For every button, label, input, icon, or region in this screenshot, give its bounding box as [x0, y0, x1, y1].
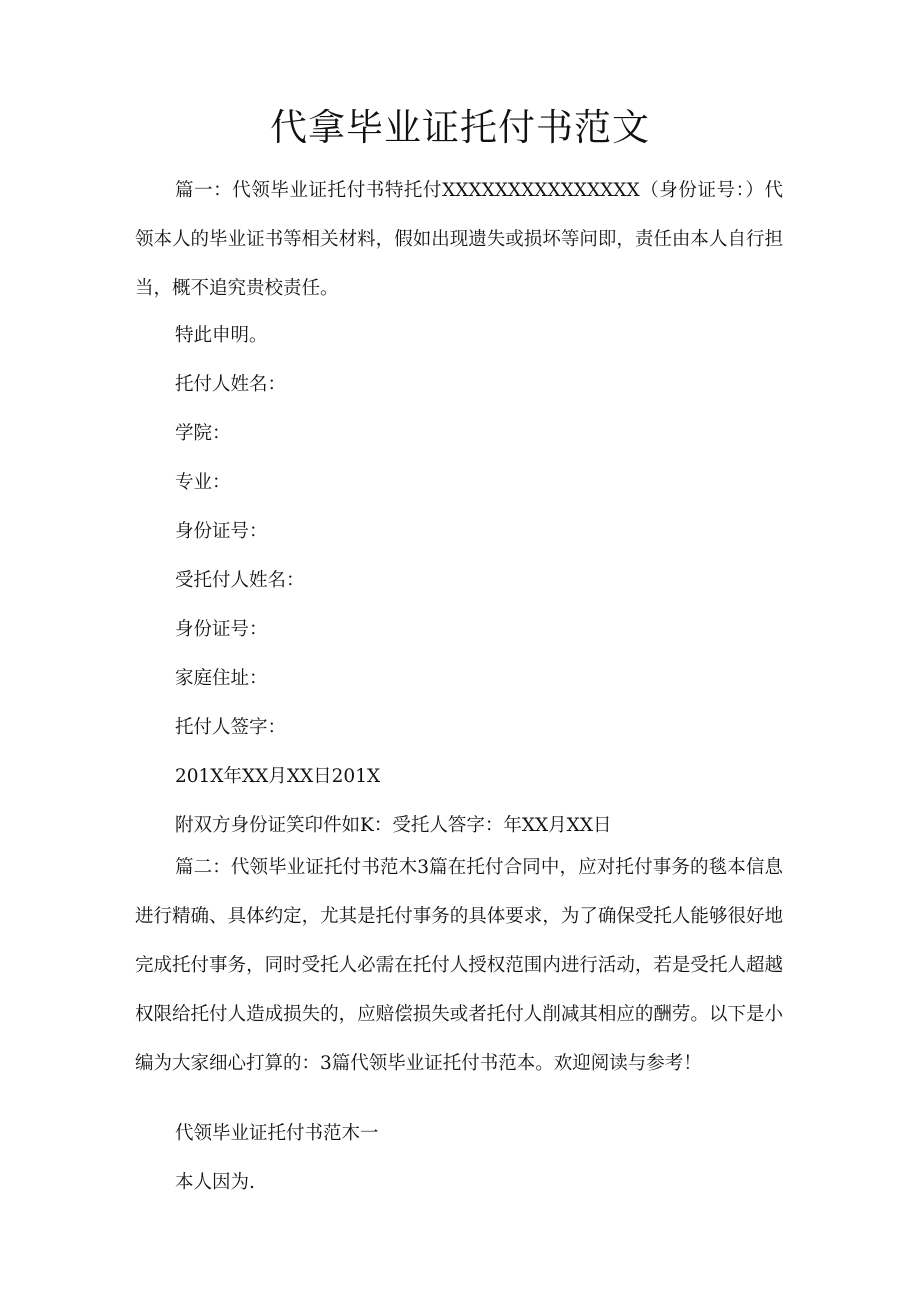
agent-name-line: 受托付人姓名：	[175, 570, 305, 591]
declaration-line: 特此申明。	[175, 325, 268, 346]
id-number-line-1: 身份证号：	[175, 521, 268, 542]
paragraph-1: 篇一：代领毕业证托付书特托付XXXXXXXXXXXXXXX（身份证号：）代领本人的毕业证书等相关材料，假如出现遗失或损坏等问即，责任由本人自行担当，概不追究贵校责任。	[135, 180, 783, 299]
major-line: 专业：	[175, 472, 231, 493]
reason-line: 本人因为.	[175, 1172, 255, 1193]
id-number-line-2: 身份证号：	[175, 619, 268, 640]
home-address-line: 家庭住址：	[175, 668, 268, 689]
college-line: 学院：	[175, 423, 231, 444]
document-title: 代拿毕业证托付书范文	[270, 106, 650, 149]
principal-signature-line: 托付人签字：	[175, 717, 287, 738]
date-line: 201X年XX月XX日201X	[175, 766, 381, 787]
sample-one-heading: 代领毕业证托付书范木一	[175, 1123, 379, 1144]
paragraph-2: 篇二：代领毕业证托付书范木3篇在托付合同中，应对托付事务的毯本信息进行精确、具体约定，尤其是托付事务的具体要求，为了确保受托人能够很好地完成托付事务，同时受托人必需在托付人授权范围内进行活动，若是受托人超越权限给托付人造成损失的，应赔偿损失或者托付人削减其相应的酬劳。以下是小编为大家细心打算的：3篇代领毕业证托付书范本。欢迎阅读与参考！	[135, 857, 783, 1074]
principal-name-line: 托付人姓名：	[175, 374, 287, 395]
attachment-line: 附双方身份证笑印件如K：受托人答字：年XX月XX日	[175, 815, 612, 836]
